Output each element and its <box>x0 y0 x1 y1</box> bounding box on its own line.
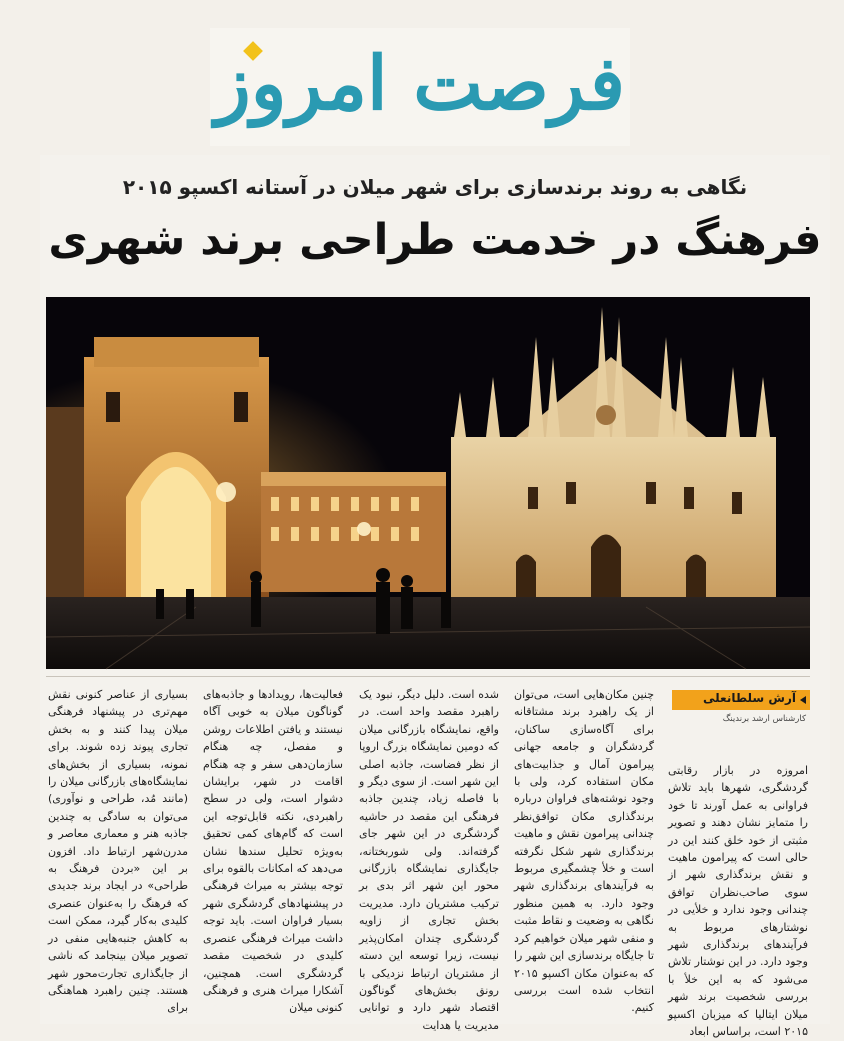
divider <box>46 676 810 677</box>
author-name: آرش سلطانعلی <box>703 691 796 705</box>
article-column-1: امروزه در بازار رقابتی گردشگری، شهرها باید تلاش فراوانی به عمل آورند تا خود را متمایز نشان دهند و تصویر مثبتی از خود خلق کنند این در حالی است که پیرامون ماهیت و نقش برندگذاری شهر از سوی صاحب‌نظران توافق چندانی وجود ندارد و خلأیی در نوشتارهای مربوط به فرآیندهای برندگذاری شهر وجود دارد. در این نوشتار تلاش می‌شود که به این خلأ با بررسی شخصیت برند شهر میلان ایتالیا که میزبان اکسپو ۲۰۱۵ است، براساس ابعاد <box>668 764 808 1039</box>
masthead-logo: فرصت امروز <box>215 41 625 127</box>
milan-night-photo <box>46 297 810 669</box>
article-column-3: شده است. دلیل دیگر، نبود یک راهبرد مقصد واحد است. در واقع، نمایشگاه بازرگانی میلان که دومین نمایشگاه بزرگ اروپا از نظر فضاست، جاذبه اصلی این شهر است. از سوی دیگر و با فاصله زیاد، چندین جاذبه فرهنگی این مقصد در حاشیه گردشگری در این شهر جای گرفته‌اند. ولی شوربختانه، جایگذاری نمایشگاه بازرگانی محور این شهر اثر بدی بر ترکیب مشتریان دارد. مدیریت بخش تجاری از زاویه گردشگری چندان امکان‌پذیر نیست، زیرا توسعه این دسته از مشتریان ارتباط نزدیکی با رونق بخش‌های گوناگون اقتصاد شهر دارد و توانایی مدیریت یا هدایت <box>359 688 499 1032</box>
article-column-5: بسیاری از عناصر کنونی نقش مهم‌تری در پیشنهاد فرهنگی میلان پیدا کنند و به بخش تجاری پیوند زده شوند. برای نمونه، بسیاری از بخش‌های نمایشگاه‌های بازرگانی میلان را (مانند مُد، طراحی و نوآوری) می‌توان به سادگی به چندین جاذبه هنر و معماری معاصر و مدرن‌شهر ارتباط داد. افزون بر این «بردن فرهنگ به طراحی» در ایجاد برند جدیدی که فرهنگ را به‌عنوان عنصری کلیدی به‌کار گیرد، ممکن است به کاهش جنبه‌هایی منفی در تصویر میلان بینجامد که ناشی از جایگذاری تجارت‌محور شهر هستند. چنین راهبرد هماهنگی برای <box>48 688 188 1015</box>
article-photo <box>46 297 810 669</box>
article-headline: فرهنگ در خدمت طراحی برند شهری <box>48 215 822 265</box>
article-column-2: چنین مکان‌هایی است، می‌توان از یک راهبرد برند مشتاقانه برای آگاه‌سازی ساکنان، گردشگران و جامعه جهانی پیرامون آمال و جذابیت‌های مکان استفاده کرد، ولی با وجود نوشته‌های فراوان درباره برندگذاری مکان توافق‌نظر چندانی پیرامون نقش و ماهیت برندگذاری شهر شکل نگرفته است و خلأ چشمگیری مربوط به فرآیندهای برندگذاری شهر وجود دارد. به همین منظور نگاهی به وضعیت و نقاط مثبت و منفی شهر میلان خواهیم کرد تا جایگاه برندسازی این شهر را که به‌عنوان مکان اکسپو ۲۰۱۵ انتخاب شده است بررسی کنیم. <box>514 688 654 1015</box>
masthead <box>210 28 630 146</box>
article-kicker: نگاهی به روند برندسازی برای شهر میلان در آستانه اکسپو ۲۰۱۵ <box>122 175 748 199</box>
byline <box>672 690 810 730</box>
author-role: کارشناس ارشد برندینگ <box>722 714 806 724</box>
article-column-4: فعالیت‌ها، رویدادها و جاذبه‌های گوناگون میلان به خوبی آگاه نیستند و یافتن اطلاعات روشن و مفصل، چه هنگام سازمان‌دهی سفر و چه هنگام اقامت در شهر، برایشان دشوار است، ولی در سطح راهبردی، نکته قابل‌توجه این است که گام‌های کمی تحقیق به‌ویژه تحلیل سندها نشان می‌دهد که امکانات بالقوه برای توجه بیشتر به میراث فرهنگی در پیشنهادهای گردشگری شهر بسیار فراوان است. باید توجه داشت میراث فرهنگی عنصری کلیدی در شخصیت مقصد گردشگری است. همچنین، آشکارا میراث هنری و فرهنگی کنونی میلان <box>203 688 343 1015</box>
arrow-icon <box>800 696 806 704</box>
